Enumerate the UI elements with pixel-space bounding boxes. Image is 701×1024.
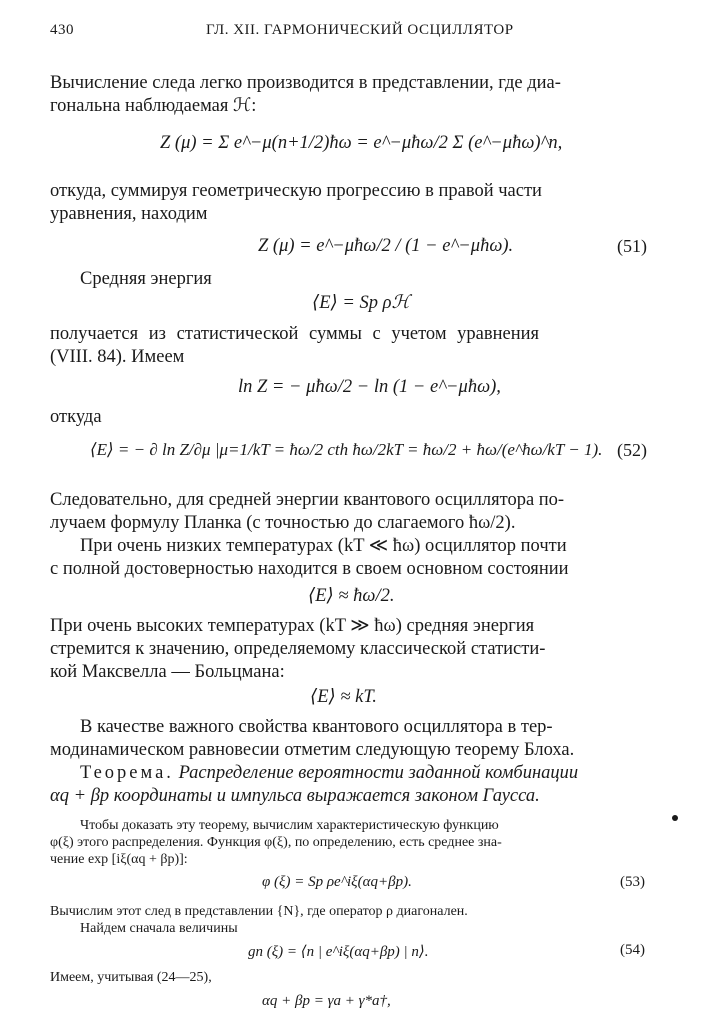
text-line: с полной достоверностью находится в своем основном состоянии — [50, 559, 569, 579]
equation-mean-energy: ⟨E⟩ = Sp ρℋ — [312, 293, 410, 313]
text-line: (VIII. 84). Имеем — [50, 347, 185, 367]
equation-low-temperature: ⟨E⟩ ≈ ħω/2. — [308, 586, 395, 606]
small-text-line: Найдем сначала величины — [80, 921, 238, 936]
equation-number: (53) — [620, 874, 645, 890]
equation-number: (54) — [620, 942, 645, 958]
running-head: ГЛ. XII. ГАРМОНИЧЕСКИЙ ОСЦИЛЛЯТОР — [206, 22, 514, 38]
text-line: Вычисление следа легко производится в представлении, где диа- — [50, 73, 561, 93]
equation-54: gn (ξ) = ⟨n | e^iξ(αq+βp) | n⟩. — [248, 944, 429, 960]
equation-high-temperature: ⟨E⟩ ≈ kT. — [310, 687, 377, 707]
text-line: лучаем формулу Планка (с точностью до слагаемого ħω/2). — [50, 513, 516, 533]
text-line: откуда — [50, 407, 102, 427]
equation-53: φ (ξ) = Sp ρe^iξ(αq+βp). — [262, 874, 412, 890]
small-text-line: φ(ξ) этого распределения. Функция φ(ξ), по определению, есть среднее зна- — [50, 835, 502, 850]
equation-52: ⟨E⟩ = − ∂ ln Z/∂μ |μ=1/kT = ħω/2 cth ħω/2kT = ħω/2 + ħω/(e^ħω/kT − 1). — [90, 440, 603, 459]
text-line: Средняя энергия — [80, 269, 212, 289]
equation-number: (52) — [617, 440, 647, 460]
page-number: 430 — [50, 22, 74, 38]
text-line: гональна наблюдаемая ℋ: — [50, 96, 257, 116]
text-line: модинамическом равновесии отметим следующую теорему Блоха. — [50, 740, 575, 760]
text-line: При очень низких температурах (kT ≪ ħω) осциллятор почти — [80, 536, 567, 556]
theorem-line — [80, 762, 578, 785]
equation-number: (51) — [617, 236, 647, 256]
text-line: При очень высоких температурах (kT ≫ ħω) средняя энергия — [50, 616, 535, 636]
text-line: стремится к значению, определяемому классической статисти- — [50, 639, 546, 659]
small-text-line: Вычислим этот след в представлении {N}, где оператор ρ диагонален. — [50, 904, 468, 919]
theorem-label: Теорема. — [80, 763, 174, 783]
small-text-line: Имеем, учитывая (24—25), — [50, 970, 212, 985]
equation-lnz: ln Z = − μħω/2 − ln (1 − e^−μħω), — [238, 377, 501, 397]
margin-dot — [672, 815, 678, 821]
equation-51: Z (μ) = e^−μħω/2 / (1 − e^−μħω). — [258, 236, 514, 256]
text-line: уравнения, находим — [50, 204, 208, 224]
equation-linear-combination: αq + βp = γa + γ*a†, — [262, 993, 391, 1009]
text-line: откуда, суммируя геометрическую прогрессию в правой части — [50, 181, 542, 201]
small-text-line: Чтобы доказать эту теорему, вычислим характеристическую функцию — [80, 818, 499, 833]
text-line: В качестве важного свойства квантового осциллятора в тер- — [80, 717, 553, 737]
small-text-line: чение exp [iξ(αq + βp)]: — [50, 852, 188, 867]
theorem-text: Распределение вероятности заданной комбинации — [178, 763, 579, 783]
text-line: Следовательно, для средней энергии квантового осциллятора по- — [50, 490, 565, 510]
text-line: получается из статистической суммы с учетом уравнения — [50, 324, 540, 344]
theorem-text: αq + βp координаты и импульса выражается законом Гаусса. — [50, 786, 540, 806]
equation-partition-sum: Z (μ) = Σ e^−μ(n+1/2)ħω = e^−μħω/2 Σ (e^−μħω)^n, — [160, 133, 563, 153]
text-line: кой Максвелла — Больцмана: — [50, 662, 285, 682]
